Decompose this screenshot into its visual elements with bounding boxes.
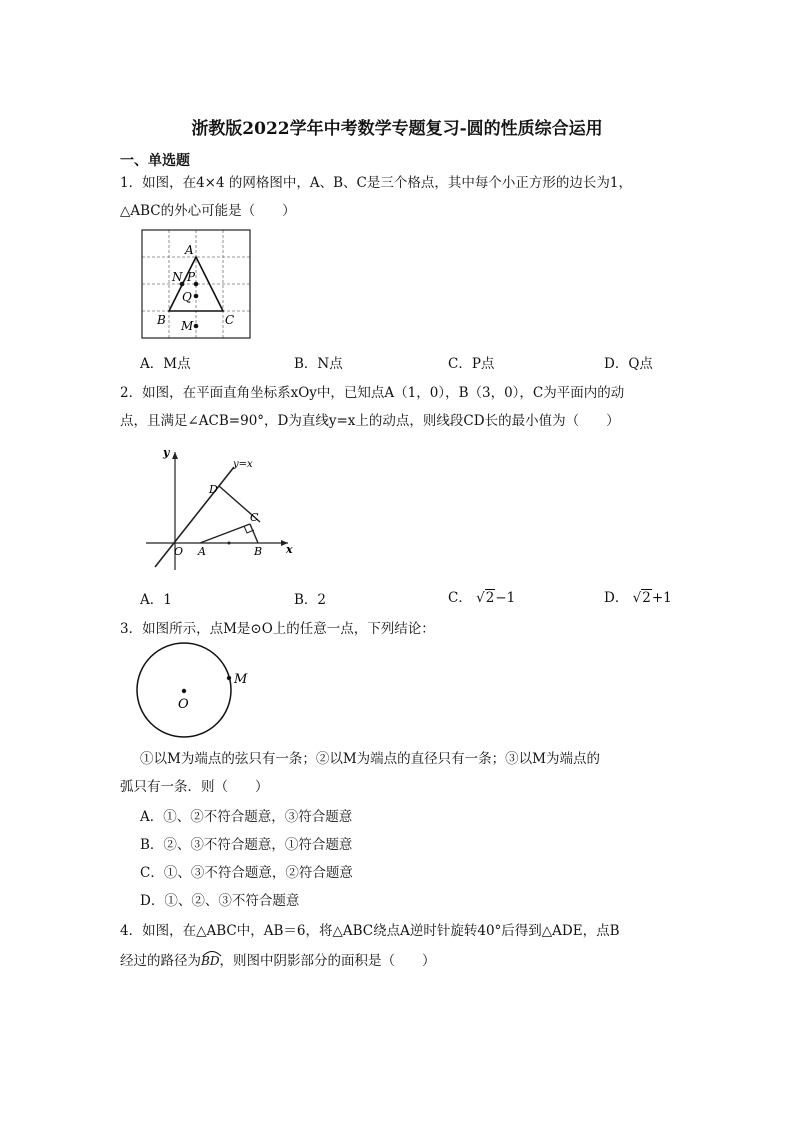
question-2-option-d[interactable] [604,586,672,606]
question-3-option-c[interactable]: C．①、③不符合题意，②符合题意 [140,865,353,881]
option-d-suffix: +1 [651,590,672,606]
label-p: P [187,270,196,284]
question-1-line-1: 1．如图，在4×4 的网格图中，A、B、C是三个格点，其中每个小正方形的边长为1， [120,175,632,191]
arc-symbol [201,949,223,957]
question-2-option-a[interactable]: A．1 [140,592,172,608]
point-o [182,689,186,693]
question-2-line-2: 点，且满足∠ACB=90°，D为直线y=x上的动点，则线段CD长的最小值为（ ） [120,413,620,429]
y-axis-arrow [172,452,178,459]
label-o: O [178,697,189,712]
question-1-option-c[interactable]: C．P点 [448,356,495,372]
label-d: D [209,483,218,496]
radicand: 2 [485,590,495,606]
radicand: 2 [642,590,651,606]
question-1-line-2: △ABC的外心可能是（ ） [120,203,296,219]
question-1-option-d[interactable]: D．Q点 [604,356,653,372]
segment-c-b [250,524,258,543]
question-2-line-1: 2．如图，在平面直角坐标系xOy中，已知点A（1，0），B（3，0），C为平面内的动 [120,385,625,401]
page-title: 浙教版2022学年中考数学专题复习-圆的性质综合运用 [191,119,603,139]
line-2-suffix: ，则图中阴影部分的面积是（ ） [219,953,436,969]
sqrt-symbol: √2 [476,590,495,606]
sqrt-symbol: √2 [632,590,651,606]
arc-bd [201,951,219,968]
option-d-prefix: D． [604,590,629,606]
question-2-option-b[interactable]: B．2 [294,592,327,608]
question-3-line-1: 3．如图所示，点M是⊙O上的任意一点，下列结论： [120,621,435,637]
label-c: C [225,313,235,327]
question-3-statements-line-1: ①以M为端点的弦只有一条；②以M为端点的直径只有一条；③以M为端点的 [140,751,600,767]
segment-a-c [200,524,250,543]
label-o: O [174,545,184,558]
question-4-line-1: 4．如图，在△ABC中，AB＝6，将△ABC绕点A逆时针旋转40°后得到△ADE，点B [120,923,620,939]
line-y-equals-x [155,467,234,567]
point-m [227,676,231,680]
point-q [194,294,199,299]
label-n: N [172,270,183,284]
point-m [194,324,199,329]
label-a: A [198,545,206,558]
question-4-line-2 [120,949,435,969]
question-2-option-c[interactable] [448,586,515,606]
label-m: M [181,319,194,333]
question-1-option-a[interactable]: A．M点 [140,356,191,372]
label-q: Q [182,290,192,304]
question-1-grid-figure [140,228,256,344]
label-y: y [163,446,170,459]
arc-bd-label: BD [201,954,220,968]
question-3-option-a[interactable]: A．①、②不符合题意，③符合题意 [140,809,353,825]
question-3-circle-figure [134,642,264,742]
line-2-prefix: 经过的路径为 [120,953,201,969]
option-c-prefix: C． [448,590,472,606]
label-a: A [185,243,194,257]
section-heading: 一、单选题 [120,153,190,169]
center-dot [228,542,231,545]
question-1-option-b[interactable]: B．N点 [294,356,343,372]
option-c-suffix: −1 [495,590,516,606]
label-m: M [234,672,248,687]
question-2-coordinate-figure [140,440,295,575]
question-3-statements-line-2: 弧只有一条．则（ ） [120,779,269,795]
label-line: y=x [233,459,253,470]
label-b: B [254,545,263,558]
question-3-option-b[interactable]: B．②、③不符合题意，①符合题意 [140,837,353,853]
label-c: C [250,511,259,524]
label-x: x [286,543,293,556]
question-3-option-d[interactable]: D．①、②、③不符合题意 [140,893,300,909]
label-b: B [157,313,166,327]
